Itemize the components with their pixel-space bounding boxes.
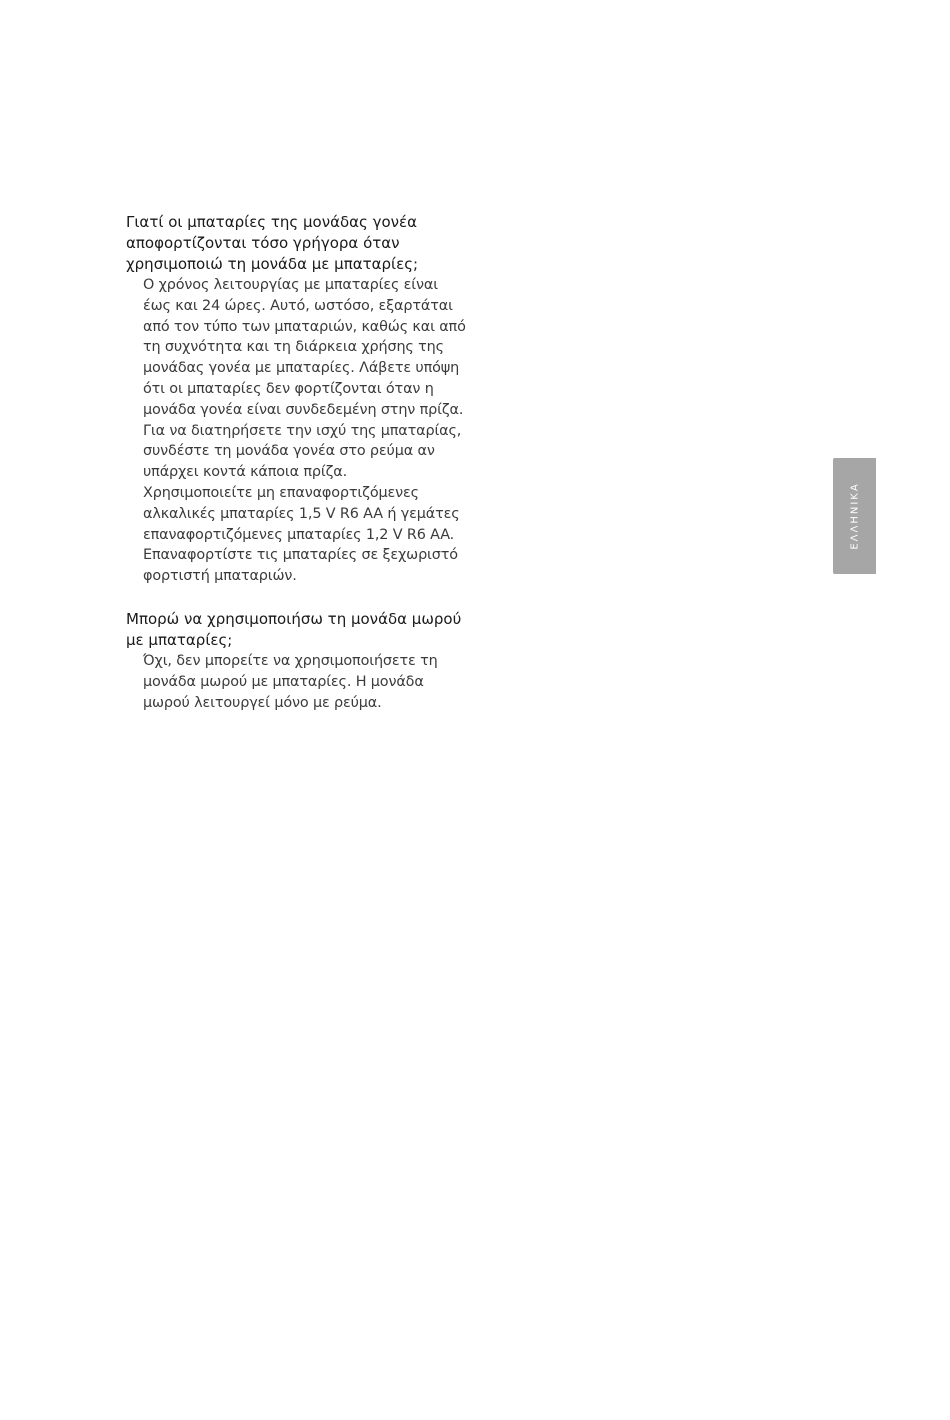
answer-line: μονάδας γονέα με μπαταρίες. Λάβετε υπόψη [143, 360, 460, 377]
faq-answer [126, 651, 471, 713]
faq-question [126, 212, 471, 275]
faq-question [126, 609, 471, 651]
answer-line: μονάδα μωρού με μπαταρίες. Η μονάδα [143, 673, 424, 690]
faq-item-baby-unit-batteries [126, 609, 471, 713]
answer-line: τη συχνότητα και τη διάρκεια χρήσης της [143, 339, 444, 356]
question-line: με μπαταρίες; [126, 630, 233, 649]
answer-line: μωρού λειτουργεί μόνο με ρεύμα. [143, 694, 382, 711]
answer-line: έως και 24 ώρες. Αυτό, ωστόσο, εξαρτάται [143, 297, 453, 314]
question-line: Γιατί οι μπαταρίες της μονάδας γονέα [126, 213, 418, 231]
answer-line: από τον τύπο των μπαταριών, καθώς και από [143, 318, 466, 335]
answer-line: Χρησιμοποιείτε μη επαναφορτιζόμενες [143, 484, 419, 501]
answer-line: συνδέστε τη μονάδα γονέα στο ρεύμα αν [143, 443, 435, 460]
language-side-tab [833, 458, 876, 574]
answer-line: ότι οι μπαταρίες δεν φορτίζονται όταν η [143, 380, 434, 397]
answer-line: μονάδα γονέα είναι συνδεδεμένη στην πρίζα. [143, 401, 464, 418]
answer-line: υπάρχει κοντά κάποια πρίζα. [143, 464, 348, 481]
answer-line: Για να διατηρήσετε την ισχύ της μπαταρίας, [143, 422, 462, 439]
faq-item-battery-drain [126, 212, 471, 587]
faq-section [126, 212, 471, 713]
language-tab-label: ΕΛΛΗΝΙΚΑ [849, 482, 860, 550]
question-line: χρησιμοποιώ τη μονάδα με μπαταρίες; [126, 255, 419, 273]
answer-line: φορτιστή μπαταριών. [143, 568, 297, 585]
answer-line: Ο χρόνος λειτουργίας με μπαταρίες είναι [143, 277, 438, 293]
answer-line: Επαναφορτίστε τις μπαταρίες σε ξεχωριστό [143, 547, 458, 564]
answer-line: επαναφορτιζόμενες μπαταρίες 1,2 V R6 AA. [143, 526, 455, 543]
answer-line: Όχι, δεν μπορείτε να χρησιμοποιήσετε τη [143, 652, 438, 669]
question-line: αποφορτίζονται τόσο γρήγορα όταν [126, 234, 400, 252]
question-line: Μπορώ να χρησιμοποιήσω τη μονάδα μωρού [126, 609, 462, 628]
answer-line: αλκαλικές μπαταρίες 1,5 V R6 AA ή γεμάτες [143, 505, 460, 522]
faq-answer [126, 275, 471, 587]
